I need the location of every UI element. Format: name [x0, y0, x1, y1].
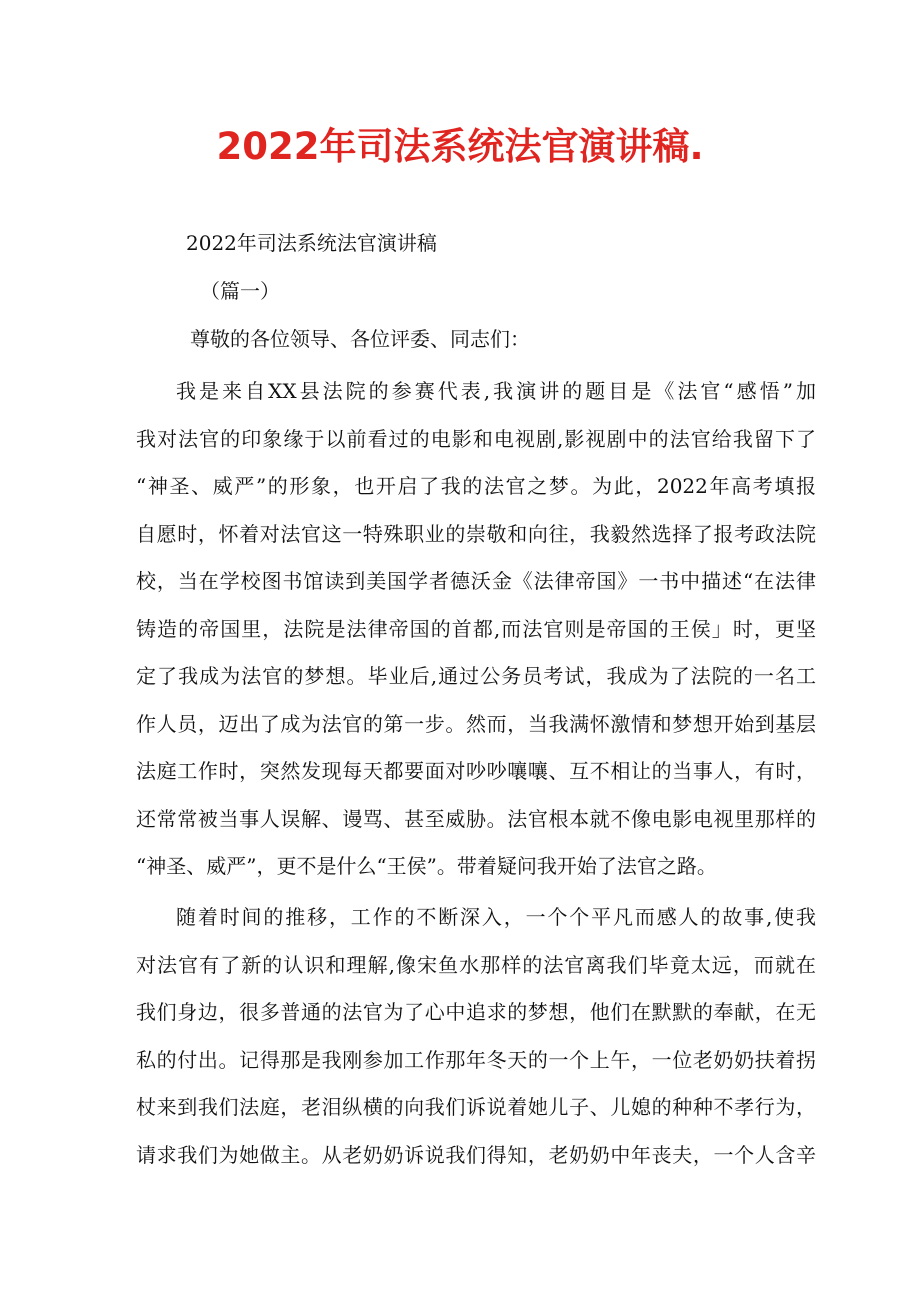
- document-subtitle: 2022年司法系统法官演讲稿: [186, 231, 437, 255]
- paragraph-line: 自愿时，怀着对法官这一特殊职业的崇敬和向往，我毅然选择了报考政法院: [136, 521, 816, 546]
- paragraph-line: 我对法官的印象缘于以前看过的电影和电视剧,影视剧中的法官给我留下了: [136, 426, 816, 451]
- document-title: 2022年司法系统法官演讲稿.: [216, 125, 704, 168]
- paragraph-line: 定了我成为法官的梦想。毕业后,通过公务员考试，我成为了法院的一名工: [136, 664, 816, 688]
- paragraph-line: 还常常被当事人误解、谩骂、甚至威胁。法官根本就不像电影电视里那样的: [136, 806, 816, 831]
- paragraph-line: 作人员，迈出了成为法官的第一步。然而，当我满怀激情和梦想开始到基层: [136, 711, 816, 736]
- paragraph-line: 对法官有了新的认识和理解,像宋鱼水那样的法官离我们毕竟太远，而就在: [136, 952, 816, 977]
- body-paragraph-2: [136, 894, 816, 1179]
- paragraph-line: 请求我们为她做主。从老奶奶诉说我们得知，老奶奶中年丧夫，一个人含辛: [136, 1142, 816, 1167]
- paragraph-line: 法庭工作时，突然发现每天都要面对吵吵嚷嚷、互不相让的当事人，有时，: [136, 759, 816, 783]
- paragraph-line: “神圣、威严”，更不是什么“王侯”。带着疑问我开始了法官之路。: [136, 854, 717, 878]
- paragraph-line: 私的付出。记得那是我刚参加工作那年冬天的一个上午，一位老奶奶扶着拐: [136, 1047, 816, 1072]
- paragraph-line: 校，当在学校图书馆读到美国学者德沃金《法律帝国》一书中描述“在法律: [136, 569, 816, 593]
- body-paragraph-1: [136, 368, 816, 891]
- paragraph-line: 我们身边，很多普通的法官为了心中追求的梦想，他们在默默的奉献，在无: [136, 1000, 816, 1024]
- greeting: 尊敬的各位领导、各位评委、同志们：: [190, 327, 530, 351]
- paragraph-line: 我是来自XX县法院的参赛代表,我演讲的题目是《法官“感悟”加: [176, 379, 816, 403]
- paragraph-line: 铸造的帝国里，法院是法律帝国的首都,而法官则是帝国的王侯」时，更坚: [136, 616, 816, 641]
- paragraph-line: 随着时间的推移，工作的不断深入，一个个平凡而感人的故事,使我: [176, 905, 816, 929]
- chapter-label: （篇一）: [200, 279, 280, 303]
- paragraph-line: 杖来到我们法庭，老泪纵横的向我们诉说着她儿子、儿媳的种种不孝行为，: [136, 1095, 816, 1119]
- paragraph-line: “神圣、威严”的形象，也开启了我的法官之梦。为此，2022年高考填报: [136, 474, 816, 498]
